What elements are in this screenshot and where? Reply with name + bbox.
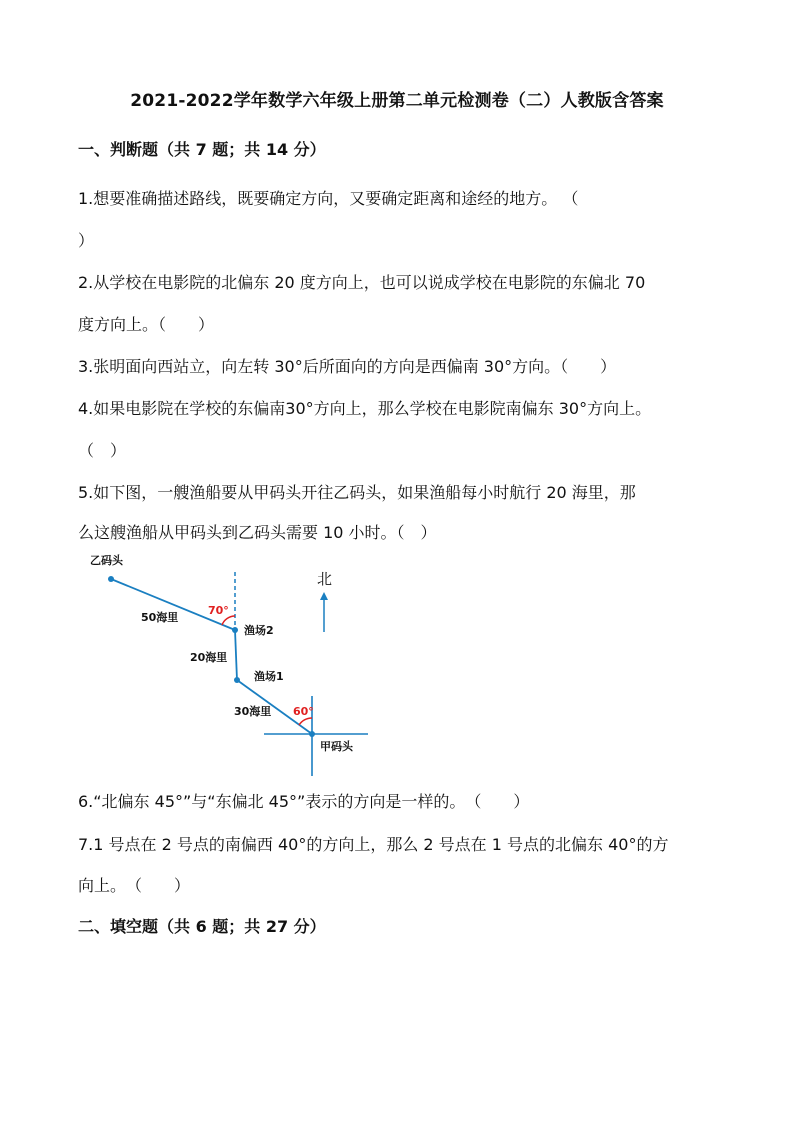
label-20-nautical-miles: 20海里 [190,651,228,664]
question-6-line-1: 6.“北偏东 45°”与“东偏北 45°”表示的方向是一样的。 （ ） [78,792,530,811]
question-7-line-2: 向上。 （ ） [78,876,191,895]
question-4-line-1: 4.如果电影院在学校的东偏南30°方向上，那么学校在电影院南偏东 30°方向上。 [78,399,652,418]
question-1-line-2: ） [78,231,95,250]
question-5-line-2: 么这艘渔船从甲码头到乙码头需要 10 小时。（ ） [78,523,437,542]
label-50-nautical-miles: 50海里 [141,611,179,624]
point-yi-wharf [108,576,114,582]
point-fishing-ground-2 [232,627,238,633]
label-yi-wharf: 乙码头 [90,554,123,567]
label-angle-70: 70° [208,604,229,617]
question-5-line-1: 5.如下图，一艘渔船要从甲码头开往乙码头，如果渔船每小时航行 20 海里，那 [78,483,636,502]
label-angle-60: 60° [293,705,314,718]
label-fishing-ground-1: 渔场1 [254,670,284,683]
section-heading-fill-in: 二、填空题（共 6 题；共 27 分） [78,917,326,936]
label-jia-wharf: 甲码头 [320,740,353,753]
section-heading-judgement: 一、判断题（共 7 题；共 14 分） [78,140,326,159]
label-north: 北 [317,570,333,588]
question-7-line-1: 7.1 号点在 2 号点的南偏西 40°的方向上，那么 2 号点在 1 号点的北偏东 40°的方 [78,835,669,854]
point-jia-wharf [309,731,315,737]
north-arrow-icon [320,592,328,600]
route-segment-20 [235,630,237,680]
question-4-line-2: （ ） [78,441,127,460]
point-fishing-ground-1 [234,677,240,683]
page-title: 2021-2022学年数学六年级上册第二单元检测卷（二）人教版含答案 [130,91,664,111]
question-1-line-1: 1.想要准确描述路线，既要确定方向，又要确定距离和途经的地方。 （ [78,189,579,208]
angle-arc-70 [222,616,235,625]
question-3-line-1: 3.张明面向西站立，向左转 30°后所面向的方向是西偏南 30°方向。（ ） [78,357,617,376]
route-diagram [78,548,388,780]
angle-arc-60 [299,718,312,725]
question-2-line-1: 2.从学校在电影院的北偏东 20 度方向上，也可以说成学校在电影院的东偏北 70 [78,273,646,292]
question-2-line-2: 度方向上。（ ） [78,315,215,334]
label-30-nautical-miles: 30海里 [234,705,272,718]
label-fishing-ground-2: 渔场2 [244,624,274,637]
